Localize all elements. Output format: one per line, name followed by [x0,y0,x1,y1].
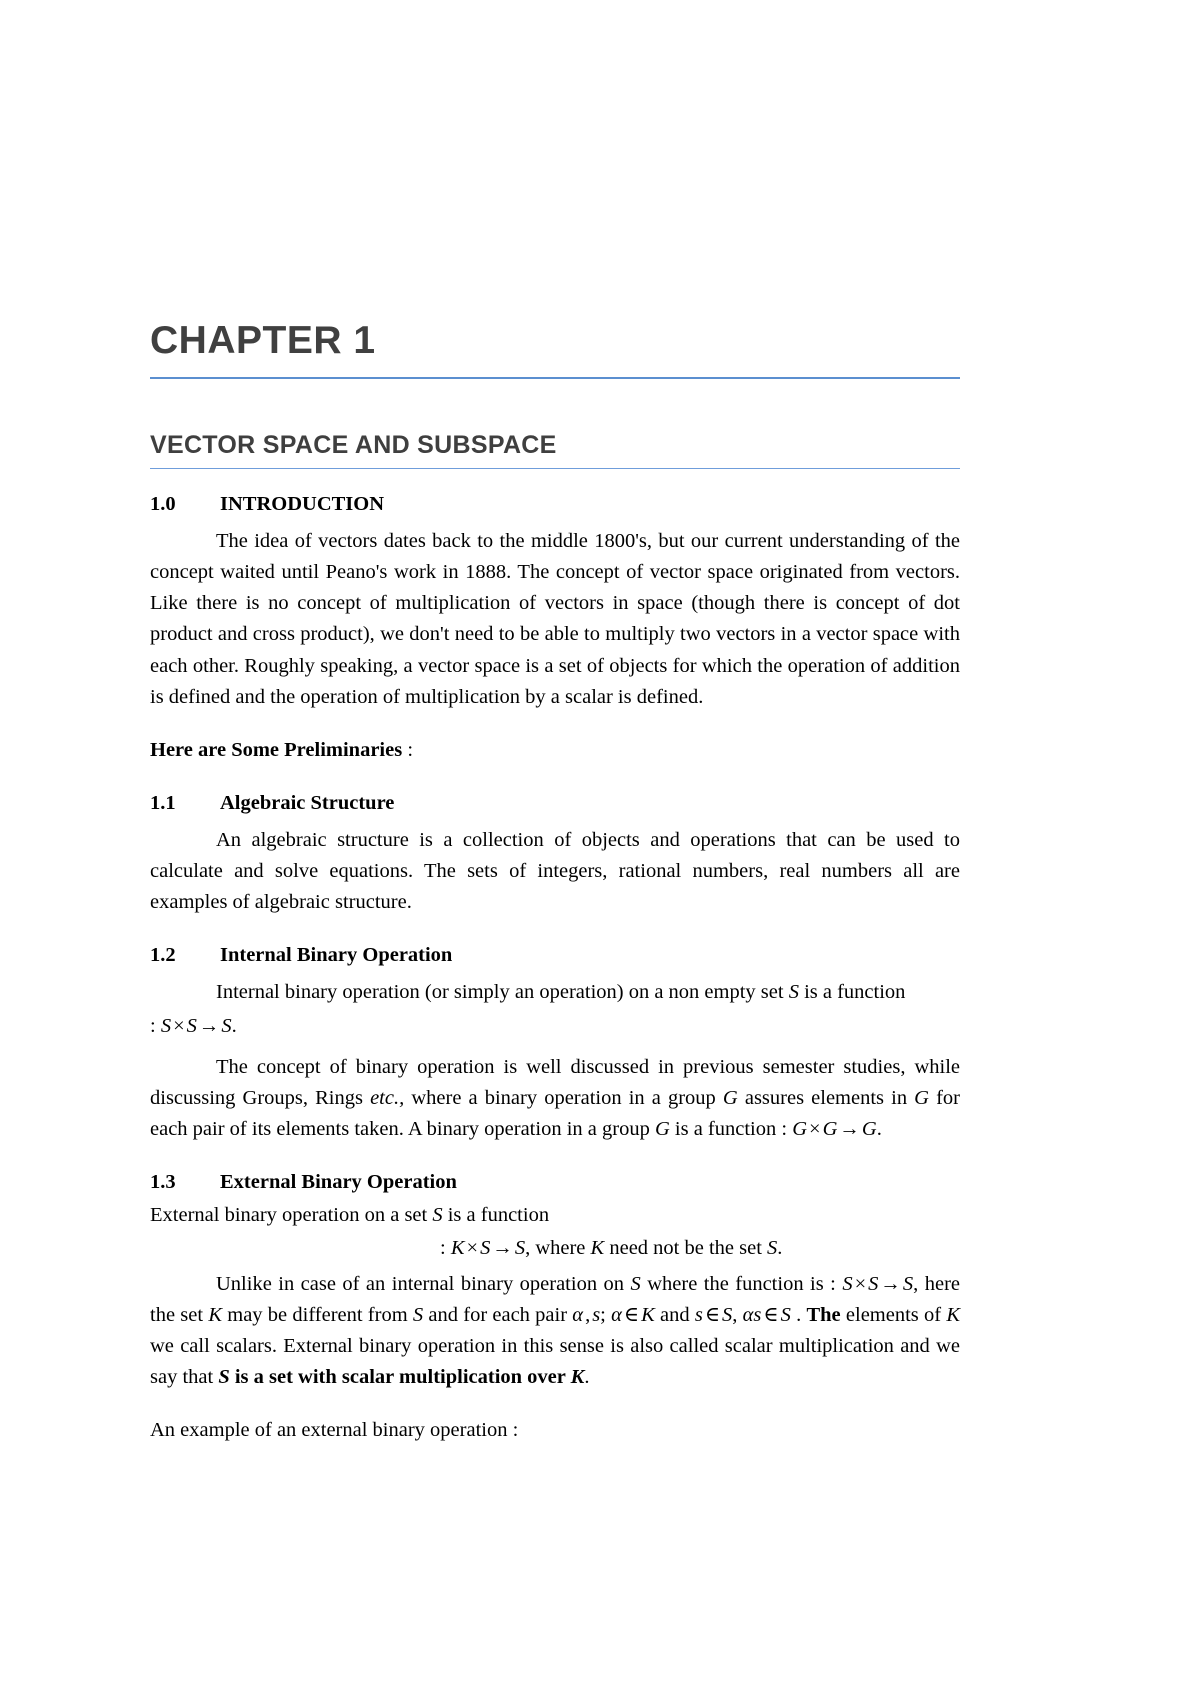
preliminaries-bold: Here are Some Preliminaries [150,738,403,761]
group-formula-operand-1: G [792,1118,807,1141]
element-of-icon: ∈ [704,1303,721,1326]
detail-text-h: we call scalars. External binary operation in this sense is also called scalar multiplication and we say that [150,1334,960,1389]
cartesian-product-icon: × [809,1118,821,1141]
formula-comma: , [913,1272,919,1295]
set-variable-s: S [767,1237,778,1260]
chapter-subtitle-rule [150,468,960,469]
detail-text-d: may be different from [222,1303,413,1326]
group-formula-operand-2: G [822,1118,838,1141]
cartesian-product-icon: × [466,1237,479,1260]
discussion-text-d: for each pair of its elements taken. A binary operation in a group [150,1086,960,1141]
pair-semicolon: ; [600,1303,606,1326]
maps-to-arrow-icon: → [198,1014,220,1037]
set-variable-s: S [630,1272,641,1295]
detail-text-e: and for each pair [423,1303,573,1326]
formula-operand-2: S [186,1014,197,1037]
formula-codomain-s: S [514,1237,526,1260]
section-heading-1-0 [150,493,960,516]
set-variable-s: S [788,981,799,1004]
pair-comma: , [585,1303,591,1326]
section-title: Algebraic Structure [220,791,395,814]
section-title: INTRODUCTION [220,492,385,515]
formula-operand-s: S [480,1237,491,1260]
lead-text-a: Internal binary operation (or simply an operation) on a non empty set [216,981,789,1004]
formula-tail-b: need not be the set [604,1237,768,1260]
external-lead-a: External binary operation on a set [150,1204,433,1227]
element-of-icon: ∈ [763,1303,779,1326]
element-of-icon: ∈ [623,1303,640,1326]
cartesian-product-icon: × [854,1272,867,1295]
intro-paragraph: The idea of vectors dates back to the middle 1800's, but our current understanding of the concept waited until Peano's work in 1888. The concept of vector space originated from vectors. Like there is no concept of multiplication of vectors in space (though there is concept of dot product and cross product), we don't need to be able to multiply two vectors in a vector space with each other. Roughly speaking, a vector space is a set of objects for which the operation of addition is defined and the operation of multiplication by a scalar is defined. [150,529,960,708]
internal-binary-lead [150,977,960,1008]
formula-codomain: S [221,1014,232,1037]
preliminaries-line [150,735,960,766]
detail-text-c: here the set [150,1272,961,1326]
page-content [150,320,960,1446]
alpha-s-product: αs [742,1303,762,1326]
group-formula-period: . [876,1118,882,1141]
bold-set-s: S [218,1366,230,1389]
group-variable-g2: G [914,1086,929,1109]
detail-text-b: where the function is : [640,1272,843,1295]
page-title: CHAPTER 1 [150,319,376,362]
section-title: Internal Binary Operation [220,944,453,967]
discussion-text-e: is a function : [669,1118,793,1141]
external-binary-lead [150,1200,960,1231]
etc-italic: etc., [370,1086,405,1109]
alpha-symbol: α [611,1303,622,1326]
discussion-text-c: assures elements in [737,1086,915,1109]
formula-tail-a: where [530,1237,591,1260]
bold-the: The [806,1303,841,1326]
detail-text-a: Unlike in case of an internal binary operation on [216,1272,631,1295]
maps-to-arrow-icon: → [839,1118,860,1141]
formula-colon: : [150,1014,161,1037]
formula-operand-2: S [868,1272,879,1295]
chapter-title-rule [150,377,960,379]
section-heading-1-2 [150,944,960,967]
closing-line: An example of an external binary operation : [150,1419,519,1442]
section-heading-1-1 [150,792,960,815]
internal-binary-formula [150,1011,960,1042]
set-variable-s: S [432,1204,443,1227]
external-binary-formula [150,1233,960,1264]
preliminaries-colon: : [402,738,414,761]
cartesian-product-icon: × [173,1014,185,1037]
detail-period: . [790,1303,807,1326]
set-variable-s: S [722,1303,733,1326]
formula-colon: : [440,1237,451,1260]
set-variable-s: S [412,1303,424,1326]
scalar-field-k: K [590,1237,605,1260]
lead-text-b: is a function [798,981,906,1004]
external-binary-detail [150,1269,960,1394]
external-lead-b: is a function [442,1204,550,1227]
algebraic-structure-paragraph: An algebraic structure is a collection of objects and operations that can be used to calculate and solve equations. The sets of integers, rational numbers, real numbers all are examples of algebraic structure. [150,828,960,914]
scalar-field-k: K [946,1303,961,1326]
detail-final-period: . [584,1366,590,1389]
bold-scalar-mult-phrase: is a set with scalar multiplication over [229,1366,571,1389]
maps-to-arrow-icon: → [492,1237,513,1260]
detail-text-f: and [654,1303,695,1326]
element-variable-s: s [592,1303,601,1326]
section-number: 1.0 [150,492,176,515]
discussion-text-a: The concept of binary operation is well discussed in previous semester studies, while discussing Groups, Rings [150,1055,960,1109]
internal-binary-discussion [150,1052,960,1145]
set-variable-s: S [780,1303,791,1326]
formula-operand-1: S [160,1014,172,1037]
bold-field-k: K [570,1366,585,1389]
section-number: 1.1 [150,791,176,814]
formula-comma: , [525,1237,531,1260]
section-number: 1.2 [150,944,176,967]
chapter-subtitle: VECTOR SPACE AND SUBSPACE [150,430,557,459]
formula-tail-period: . [777,1237,783,1260]
scalar-field-k: K [641,1303,655,1326]
alpha-symbol: α [572,1303,584,1326]
maps-to-arrow-icon: → [880,1272,901,1295]
section-number: 1.3 [150,1171,176,1194]
group-variable-g1: G [722,1086,738,1109]
formula-operand-1: S [842,1272,853,1295]
scalar-field-k: K [208,1303,222,1326]
detail-text-g: elements of [840,1303,947,1326]
formula-codomain: S [902,1272,914,1295]
group-formula-codomain: G [861,1118,877,1141]
scalar-field-k: K [450,1237,465,1260]
discussion-text-b: where a binary operation in a group [404,1086,723,1109]
section-heading-1-3 [150,1171,960,1194]
element-variable-s: s [694,1303,703,1326]
section-title: External Binary Operation [220,1171,457,1194]
formula-period: . [231,1014,237,1037]
group-variable-g3: G [654,1118,670,1141]
detail-comma: , [732,1303,743,1326]
